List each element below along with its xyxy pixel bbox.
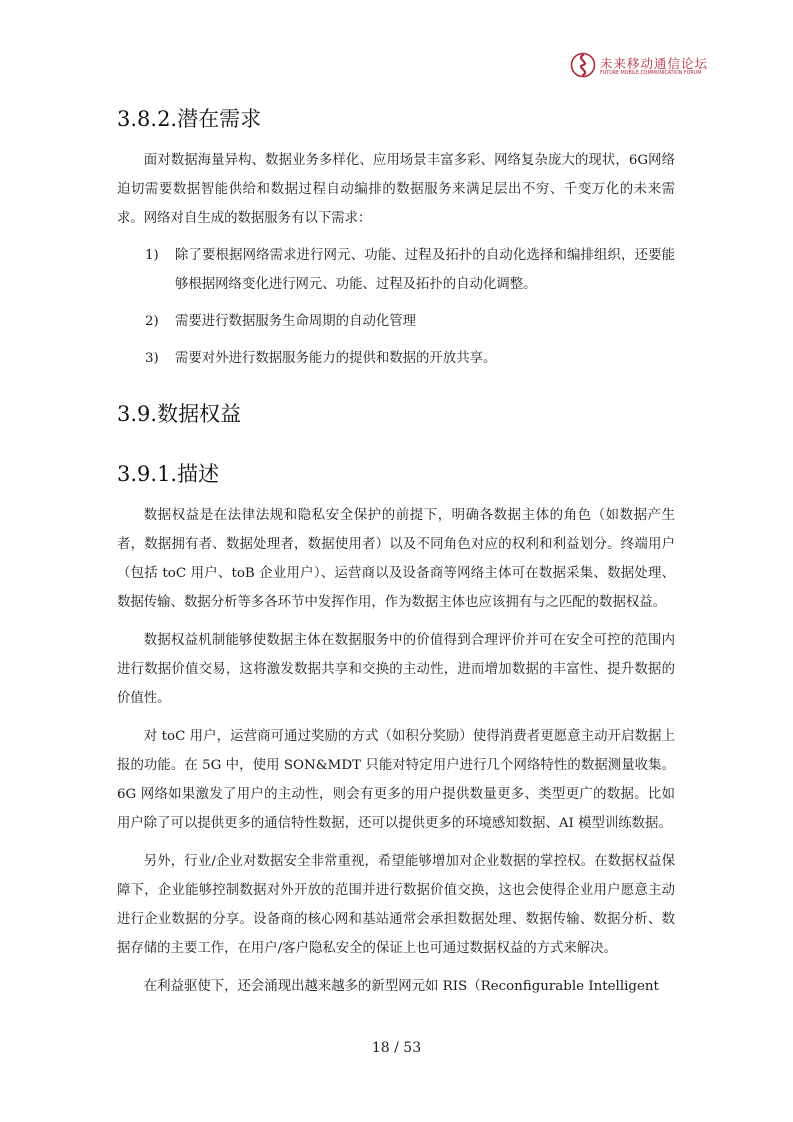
list-item-number: 1) bbox=[145, 248, 159, 263]
section-heading-3-9: 3.9.数据权益 bbox=[117, 402, 242, 426]
paragraph-intro: 面对数据海量异构、数据业务多样化、应用场景丰富多彩、网络复杂庞大的现状，6G网络迫切需要数据智能供给和数据过程自动编排的数据服务来满足层出不穷、千变万化的未来需求。网络对自生成的数据服务有以下需求： bbox=[117, 153, 675, 226]
list-item-text: 需要对外进行数据服务能力的提供和数据的开放共享。 bbox=[175, 351, 497, 366]
section-heading-3-8-2: 3.8.2.潜在需求 bbox=[117, 107, 262, 131]
list-item-number: 3) bbox=[145, 351, 159, 366]
fumo-swirl-logo-icon bbox=[570, 52, 596, 78]
paragraph: 在利益驱使下，还会涌现出越来越多的新型网元如 RIS（Reconfigurable Intelligent bbox=[143, 979, 659, 994]
page-content bbox=[117, 100, 675, 1001]
list-item-number: 2) bbox=[145, 314, 159, 329]
list-item bbox=[117, 307, 675, 336]
paragraph: 对 toC 用户，运营商可通过奖励的方式（如积分奖励）使得消费者更愿意主动开启数据上报的功能。在 5G 中，使用 SON&MDT 只能对特定用户进行几个网络特性的数据测量收集。6G 网络如果激发了用户的主动性，则会有更多的用户提供数量更多、类型更广的数据。比如用户除了可以提供更多的通信特性数据，还可以提供更多的环境感知数据、AI 模型训练数据。 bbox=[117, 729, 675, 831]
paragraph: 数据权益机制能够使数据主体在数据服务中的价值得到合理评价并可在安全可控的范围内进行数据价值交易，这将激发数据共享和交换的主动性，进而增加数据的丰富性、提升数据的价值性。 bbox=[117, 633, 675, 706]
list-item-text: 需要进行数据服务生命周期的自动化管理 bbox=[175, 314, 417, 329]
list-item-text: 除了要根据网络需求进行网元、功能、过程及拓扑的自动化选择和编排组织，还要能够根据网络变化进行网元、功能、过程及拓扑的自动化调整。 bbox=[175, 248, 675, 292]
list-item bbox=[117, 344, 675, 373]
forum-logo bbox=[570, 52, 730, 82]
logo-english-name: FUTURE MOBILE COMMUNICATION FORUM bbox=[600, 71, 702, 76]
section-heading-3-9-1: 3.9.1.描述 bbox=[117, 462, 220, 486]
list-item bbox=[117, 241, 675, 299]
paragraph: 另外，行业/企业对数据安全非常重视，希望能够增加对企业数据的掌控权。在数据权益保障下，企业能够控制数据对外开放的范围并进行数据价值交换，这也会使得企业用户愿意主动进行企业数据的分享。设备商的核心网和基站通常会承担数据处理、数据传输、数据分析、数据存储的主要工作，在用户/客户隐私安全的保证上也可通过数据权益的方式来解决。 bbox=[117, 854, 675, 956]
paragraph: 数据权益是在法律法规和隐私安全保护的前提下，明确各数据主体的角色（如数据产生者，数据拥有者、数据处理者，数据使用者）以及不同角色对应的权利和利益划分。终端用户（包括 toC 用户、toB 企业用户）、运营商以及设备商等网络主体可在数据采集、数据处理、数据传输、数据分析等多各环节中发挥作用，作为数据主体也应该拥有与之匹配的数据权益。 bbox=[117, 508, 675, 610]
requirements-list bbox=[117, 241, 675, 373]
page-number: 18 / 53 bbox=[371, 1040, 422, 1056]
logo-chinese-name: 未来移动通信论坛 bbox=[600, 56, 709, 71]
